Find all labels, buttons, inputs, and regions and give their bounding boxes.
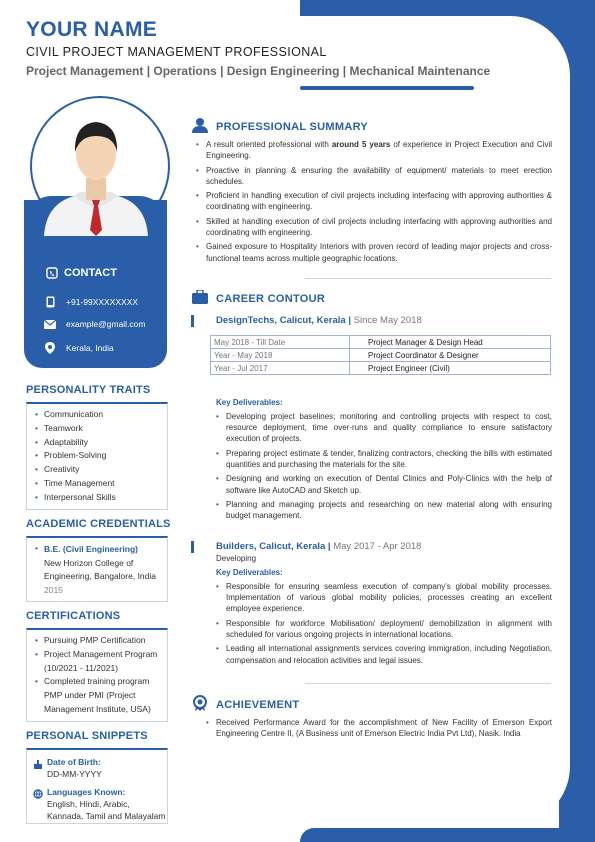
dob-label: Date of Birth: [47,757,101,767]
job2-dates: May 2017 - Apr 2018 [333,541,422,552]
table-row [211,362,551,375]
job1-deliverables [216,411,552,525]
role-title: Project Manager & Design Head [350,336,551,349]
candidate-role: CIVIL PROJECT MANAGEMENT PROFESSIONAL [26,45,327,59]
certifications-box [26,628,168,722]
skills-line: Project Management | Operations | Design Engineering | Mechanical Maintenance [26,64,491,78]
list-item: • Proficient in handling execution of civil projects including interfacing with approving authorities & coordinating with engineering. [196,190,552,212]
company-marker [191,315,194,327]
summary-heading [192,117,368,136]
contact-phone-row [44,296,138,308]
divider [305,683,551,684]
summary-item: • A result oriented professional with around 5 years of experience in Project Execution and Civil Engineering. [196,139,552,161]
list-item: • Developing project baselines; monitoring and controlling projects with respect to cost, resource deployment, time over-runs and quality compliance to ensure satisfactory execution of projects. [216,411,552,445]
decorative-bottom-band [300,828,595,842]
language-icon [33,786,43,804]
role-title: Project Engineer (Civil) [350,362,551,375]
dob-value: DD-MM-YYYY [47,769,102,779]
list-item: • Project Management Program (10/2021 - 11/2021) [35,648,167,676]
personality-box [26,402,168,510]
list-item: • Interpersonal Skills [35,491,167,505]
graduation-year: 2015 [44,584,63,595]
list-item: • Completed training program PMP under PMI (Project Management Institute, USA) [35,675,167,716]
degree: B.E. (Civil Engineering) [44,544,138,554]
divider [305,278,551,279]
summary-list [196,139,552,267]
contact-location-row [44,342,114,354]
list-item: • Adaptability [35,436,167,450]
role-period: Year - May 2018 [211,349,350,362]
contact-heading [46,267,117,279]
table-row [211,336,551,349]
list-item: • Designing and working on execution of Dental Clinics and Poly-Clinics with the help of software like AutoCAD and Sketch up. [216,473,552,495]
briefcase-icon [192,290,208,307]
roles-table [210,335,551,375]
role-period: Year - Jul 2017 [211,362,350,375]
contact-email[interactable]: example@gmail.com [66,319,146,329]
achievement-list [206,717,552,743]
academic-title: ACADEMIC CREDENTIALS [26,518,171,530]
job1-kd-label: Key Deliverables: [216,398,283,407]
list-item: • Received Performance Award for the accomplishment of New Facility of Emerson Export Engineering Centre II, (A Business unit of Emerson Electric India Pvt Ltd), Nasik. India [206,717,552,739]
career-title: CAREER CONTOUR [216,292,326,305]
list-item: • Gained exposure to Hospitality Interiors with proven record of leading major projects and cross-functional teams across multiple geographic locations. [196,241,552,263]
role-period: May 2018 - Till Date [211,336,350,349]
list-item: • Leading all international assignments services covering immigration, including Negotiation, compensation and relocation activities and legal issues. [216,643,552,665]
contact-location: Kerala, India [66,343,114,353]
role-title: Project Coordinator & Designer [350,349,551,362]
contact-phone[interactable]: +91-99XXXXXXXX [66,297,139,307]
career-heading [192,290,325,307]
job2-company: Builders, Calicut, Kerala | [216,541,331,552]
list-item: • Pursuing PMP Certification [35,634,167,648]
award-icon [192,695,208,714]
personality-title: PERSONALITY TRAITS [26,384,151,396]
contact-email-row [44,318,146,330]
list-item: • Preparing project estimate & tender, finalizing contractors, checking the bills with estimated quantities and purchasing the materials for the site. [216,448,552,470]
languages-value: English, Hindi, Arabic, Kannada, Tamil and Malayalam [47,799,166,821]
list-item: • Responsible for workforce Mobilisation/ deployment/ demobilization in alignment with scheduled for various ongoing projects in international locations. [216,618,552,640]
list-item: • Planning and managing projects and researching on new material along with ensuring budget management. [216,499,552,521]
languages-label: Languages Known: [47,787,126,797]
snippets-box [26,748,168,824]
personality-list [27,404,167,509]
list-item: • Teamwork [35,422,167,436]
table-row [211,349,551,362]
summary-title: PROFESSIONAL SUMMARY [216,120,369,133]
company-marker [191,541,194,553]
job2-kd-label: Key Deliverables: [216,568,283,577]
job1-dates: Since May 2018 [353,315,422,326]
cake-icon [33,756,43,774]
contact-title: CONTACT [64,267,117,279]
snippets-title: PERSONAL SNIPPETS [26,730,148,742]
college-line-1: New Horizon College of [44,557,134,568]
list-item: • Skilled at handling execution of civil projects including interfacing with approving authorities and coordinating with engineering. [196,216,552,238]
achievement-heading [192,695,299,714]
phone-book-icon [46,267,58,279]
avatar [40,106,152,236]
job1-company-line [216,315,422,326]
certifications-title: CERTIFICATIONS [26,610,121,622]
job2-deliverables [216,581,552,669]
list-item: • Creativity [35,463,167,477]
mail-icon [44,318,56,330]
list-item: • Time Management [35,477,167,491]
achievement-title: ACHIEVEMENT [216,698,300,711]
person-icon [192,117,208,136]
location-pin-icon [44,342,56,354]
certifications-list [27,630,167,721]
job2-company-line [216,541,421,552]
list-item: • Responsible for ensuring seamless execution of company's global mobility processes. Implementation of various global mobility policies, processes creating an excellent employee experience. [216,581,552,615]
list-item: • Communication [35,408,167,422]
job1-company: DesignTechs, Calicut, Kerala | [216,315,351,326]
decorative-underline [300,86,474,90]
list-item: • Problem-Solving [35,449,167,463]
mobile-icon [44,296,56,308]
job2-role: Developing [216,554,257,563]
college-line-2: Engineering, Bangalore, India [44,571,156,581]
list-item: • Proactive in planning & ensuring the availability of equipment/ materials to meet erection schedules. [196,165,552,187]
candidate-name: YOUR NAME [26,18,158,41]
academic-box: • B.E. (Civil Engineering) New Horizon College of Engineering, Bangalore, India 2015 [26,536,168,602]
